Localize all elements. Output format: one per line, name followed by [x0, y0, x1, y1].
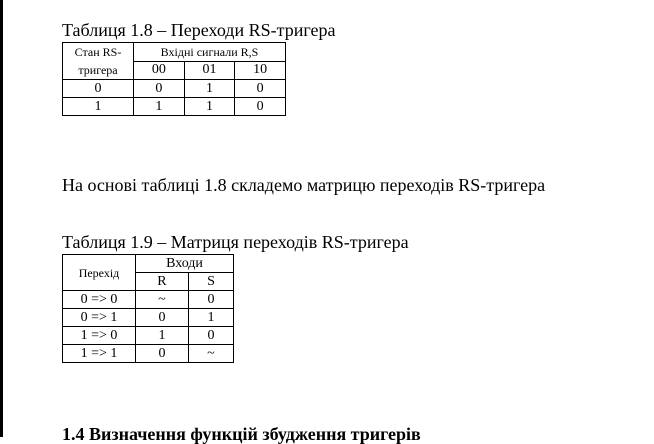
section-heading: 1.4 Визначення функцій збудження тригерів: [62, 424, 421, 444]
state-cell: 1: [63, 98, 134, 116]
value-cell: 1: [188, 309, 233, 327]
rs-transitions-table: [62, 42, 286, 116]
value-cell: ~: [188, 345, 233, 363]
body-paragraph: На основі таблиці 1.8 складемо матрицю переходів RS-тригера: [62, 175, 546, 195]
column-header: R: [136, 273, 189, 291]
column-header: 10: [235, 61, 286, 80]
inputs-header: Вхідні сигнали R,S: [134, 43, 286, 62]
value-cell: ~: [136, 291, 189, 309]
value-cell: 1: [184, 80, 235, 98]
transition-cell: 1 => 0: [63, 327, 136, 345]
page-border-line: [0, 0, 3, 437]
value-cell: 0: [136, 309, 189, 327]
table-row: [63, 80, 286, 98]
state-header-line1: Стан RS-: [74, 45, 122, 59]
value-cell: 0: [235, 80, 286, 98]
table-row: [63, 309, 234, 327]
value-cell: 0: [188, 291, 233, 309]
state-header: [63, 43, 134, 80]
transition-cell: 1 => 1: [63, 345, 136, 363]
value-cell: 1: [134, 98, 185, 116]
value-cell: 1: [184, 98, 235, 116]
table-row: [63, 345, 234, 363]
inputs-header: Входи: [136, 255, 234, 273]
value-cell: 0: [134, 80, 185, 98]
value-cell: 1: [136, 327, 189, 345]
table-row: [63, 291, 234, 309]
value-cell: 0: [188, 327, 233, 345]
table-row: [63, 98, 286, 116]
transition-cell: 0 => 0: [63, 291, 136, 309]
table1-caption: Таблиця 1.8 – Переходи RS-тригера: [62, 20, 336, 40]
transition-matrix-table: [62, 254, 234, 363]
state-header-line2: тригера: [78, 63, 118, 77]
column-header: 01: [184, 61, 235, 80]
column-header: 00: [134, 61, 185, 80]
transition-header: Перехід: [63, 255, 136, 291]
table-row: [63, 327, 234, 345]
value-cell: 0: [235, 98, 286, 116]
value-cell: 0: [136, 345, 189, 363]
column-header: S: [188, 273, 233, 291]
state-cell: 0: [63, 80, 134, 98]
table2-caption: Таблиця 1.9 – Матриця переходів RS-тригера: [62, 232, 409, 252]
transition-cell: 0 => 1: [63, 309, 136, 327]
